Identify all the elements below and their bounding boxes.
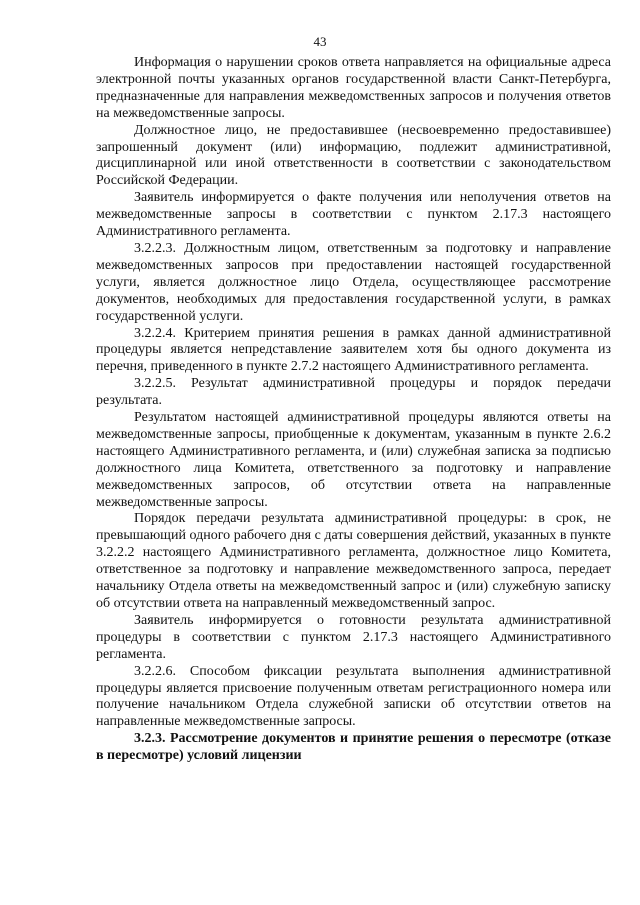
paragraph-violation-notice: Информация о нарушении сроков ответа направляется на официальные адреса электронной почты указанных органов государственной власти Санкт-Петербурга, предназначенные для направления межведомственных запросов и получения ответов на межведомственные запросы. bbox=[96, 55, 611, 121]
paragraph-official-liability: Должностное лицо, не предоставившее (несвоевременно предоставившее) запрошенный документ (или) информацию, подлежит административной, дисциплинарной или иной ответственности в соответствии с законодательством Российской Федерации. bbox=[96, 122, 611, 189]
paragraph-3-2-2-3: 3.2.2.3. Должностным лицом, ответственным за подготовку и направление межведомственных запросов при предоставлении настоящей государственной услуги, является должностное лицо Отдела, осуществляющее рассмотрение документов, необходимых для предоставления государственной услуги, в рамках государственной услуги. bbox=[96, 240, 611, 324]
paragraph-procedure-result: Результатом настоящей административной процедуры являются ответы на межведомственные запросы, приобщенные к документам, указанным в пункте 2.6.2 настоящего Административного регламента, и (или) служебная записка за подписью должностного лица Комитета, ответственного за подготовку и направление межведомственных запросов, об отсутствии ответа на направленные межведомственные запросы. bbox=[96, 410, 611, 510]
paragraph-result-transfer-order: Порядок передачи результата административной процедуры: в срок, не превышающий одного рабочего дня с даты совершения действий, указанных в пункте 3.2.2.2 настоящего Административного регламента, должностное лицо Комитета, ответственное за подготовку и направление межведомственного запроса, передает начальнику Отдела ответы на межведомственный запрос и (или) служебную записку об отсутствии ответа на направленный межведомственный запрос. bbox=[96, 511, 611, 611]
paragraph-3-2-2-6: 3.2.2.6. Способом фиксации результата выполнения административной процедуры является присвоение полученным ответам регистрационного номера или получение начальником Отдела служебной записки об отсутствии ответов на направленные межведомственные запросы. bbox=[96, 663, 611, 730]
page-number: 43 bbox=[313, 34, 327, 49]
paragraph-3-2-2-5: 3.2.2.5. Результат административной процедуры и порядок передачи результата. bbox=[96, 376, 611, 409]
paragraph-applicant-informed-readiness: Заявитель информируется о готовности результата административной процедуры в соответствии с пунктом 2.17.3 настоящего Административного регламента. bbox=[96, 612, 611, 662]
document-body bbox=[96, 55, 611, 765]
paragraph-3-2-2-4: 3.2.2.4. Критерием принятия решения в рамках данной административной процедуры является непредставление заявителем хотя бы одного документа из перечня, приведенного в пункте 2.7.2 настоящего Административного регламента. bbox=[96, 325, 611, 375]
paragraph-applicant-informed-responses: Заявитель информируется о факте получения или неполучения ответов на межведомственные запросы в соответствии с пунктом 2.17.3 настоящего Административного регламента. bbox=[96, 190, 611, 240]
section-heading-3-2-3: 3.2.3. Рассмотрение документов и принятие решения о пересмотре (отказе в пересмотре) условий лицензии bbox=[96, 731, 611, 764]
